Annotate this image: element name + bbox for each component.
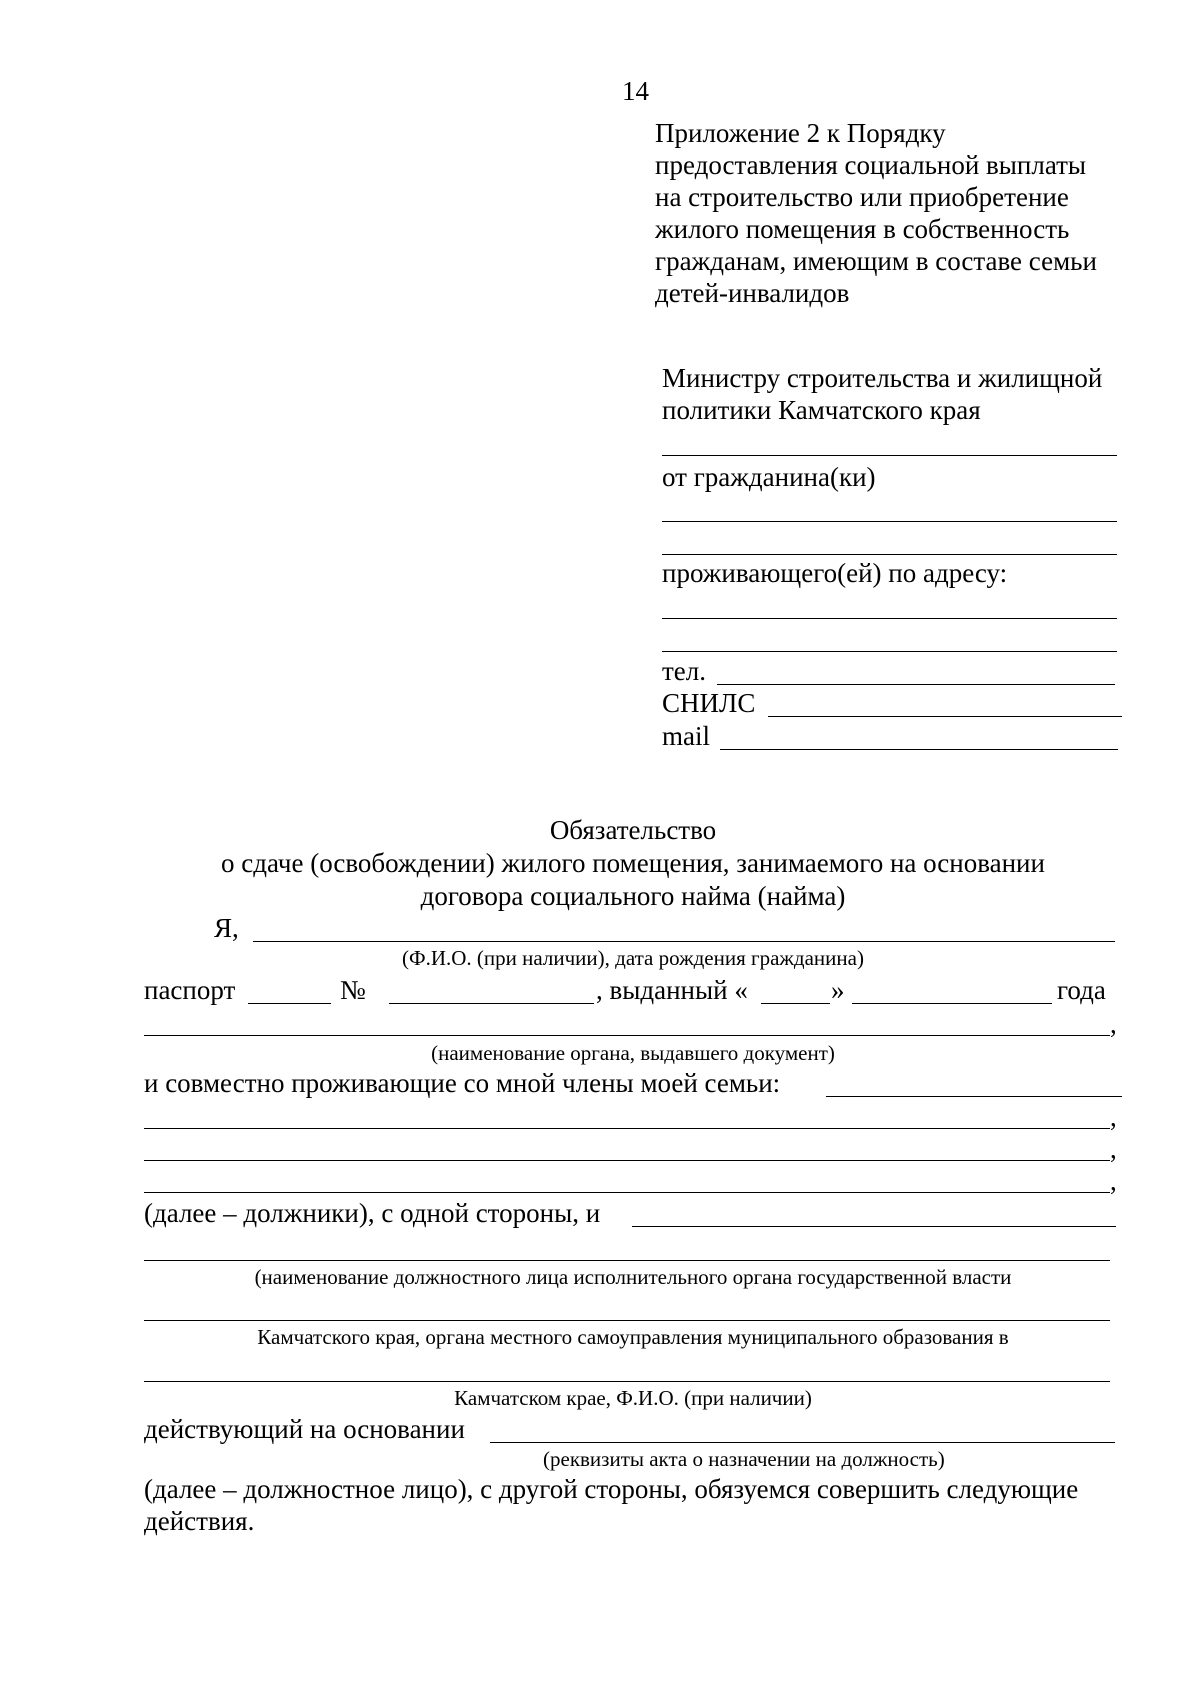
page-number: 14 bbox=[622, 76, 649, 106]
final-line: действия. bbox=[144, 1506, 255, 1536]
comma: , bbox=[1110, 1134, 1117, 1164]
official-field[interactable] bbox=[144, 1260, 1110, 1261]
acting-label: действующий на основании bbox=[144, 1414, 465, 1444]
family-member-field[interactable] bbox=[144, 1192, 1110, 1193]
organ-note: (наименование органа, выдавшего документ) bbox=[431, 1041, 835, 1065]
appendix-line: Приложение 2 к Порядку bbox=[655, 118, 946, 148]
official-note: Камчатского края, органа местного самоуправления муниципального образования в bbox=[257, 1325, 1009, 1349]
addressee-line: политики Камчатского края bbox=[662, 395, 981, 425]
fio-note: (Ф.И.О. (при наличии), дата рождения гражданина) bbox=[402, 946, 864, 970]
year-label: года bbox=[1057, 975, 1106, 1005]
act-note: (реквизиты акта о назначении на должность) bbox=[543, 1447, 945, 1471]
official-note: Камчатском крае, Ф.И.О. (при наличии) bbox=[454, 1386, 812, 1410]
from-blank-line[interactable] bbox=[662, 521, 1117, 522]
addressee-blank-line[interactable] bbox=[662, 455, 1117, 456]
appendix-line: детей-инвалидов bbox=[655, 278, 850, 308]
appendix-line: гражданам, имеющим в составе семьи bbox=[655, 246, 1097, 276]
passport-number-field[interactable] bbox=[389, 1003, 594, 1004]
basis-field[interactable] bbox=[490, 1442, 1115, 1443]
issued-label: , выданный « bbox=[596, 975, 748, 1005]
from-label: от гражданина(ки) bbox=[662, 462, 876, 492]
snils-field[interactable] bbox=[768, 716, 1122, 717]
official-field[interactable] bbox=[144, 1381, 1110, 1382]
issue-month-field[interactable] bbox=[852, 1003, 1052, 1004]
official-field[interactable] bbox=[632, 1226, 1116, 1227]
tel-field[interactable] bbox=[717, 684, 1115, 685]
comma: , bbox=[1110, 1009, 1117, 1039]
snils-label: СНИЛС bbox=[662, 688, 756, 718]
quote-close: » bbox=[831, 975, 845, 1005]
address-blank-line[interactable] bbox=[662, 651, 1117, 652]
issuing-organ-field[interactable] bbox=[144, 1035, 1110, 1036]
ya-label: Я, bbox=[214, 913, 239, 943]
addressee-line: Министру строительства и жилищной bbox=[662, 363, 1103, 393]
number-sign: № bbox=[340, 975, 366, 1005]
comma: , bbox=[1110, 1102, 1117, 1132]
appendix-line: предоставления социальной выплаты bbox=[655, 150, 1087, 180]
mail-label: mail bbox=[662, 721, 710, 751]
official-field[interactable] bbox=[144, 1320, 1110, 1321]
appendix-line: жилого помещения в собственность bbox=[655, 214, 1070, 244]
passport-series-field[interactable] bbox=[248, 1003, 331, 1004]
mail-field[interactable] bbox=[720, 749, 1118, 750]
address-label: проживающего(ей) по адресу: bbox=[662, 558, 1008, 588]
family-member-field[interactable] bbox=[144, 1128, 1110, 1129]
official-note: (наименование должностного лица исполнительного органа государственной власти bbox=[254, 1265, 1012, 1289]
passport-label: паспорт bbox=[144, 975, 236, 1005]
address-blank-line[interactable] bbox=[662, 618, 1117, 619]
tel-label: тел. bbox=[662, 656, 707, 686]
from-blank-line[interactable] bbox=[662, 554, 1117, 555]
fio-field[interactable] bbox=[253, 941, 1115, 942]
family-member-field[interactable] bbox=[144, 1160, 1110, 1161]
issue-day-field[interactable] bbox=[761, 1003, 830, 1004]
family-label: и совместно проживающие со мной члены моей семьи: bbox=[144, 1068, 781, 1098]
family-member-field[interactable] bbox=[826, 1096, 1122, 1097]
appendix-line: на строительство или приобретение bbox=[655, 182, 1069, 212]
title-line: о сдаче (освобождении) жилого помещения, занимаемого на основании bbox=[221, 848, 1045, 878]
title-line: договора социального найма (найма) bbox=[420, 881, 846, 911]
title-line: Обязательство bbox=[549, 815, 717, 845]
debtors-label: (далее – должники), с одной стороны, и bbox=[144, 1198, 601, 1228]
final-line: (далее – должностное лицо), с другой стороны, обязуемся совершить следующие bbox=[144, 1474, 1079, 1504]
comma: , bbox=[1110, 1166, 1117, 1196]
